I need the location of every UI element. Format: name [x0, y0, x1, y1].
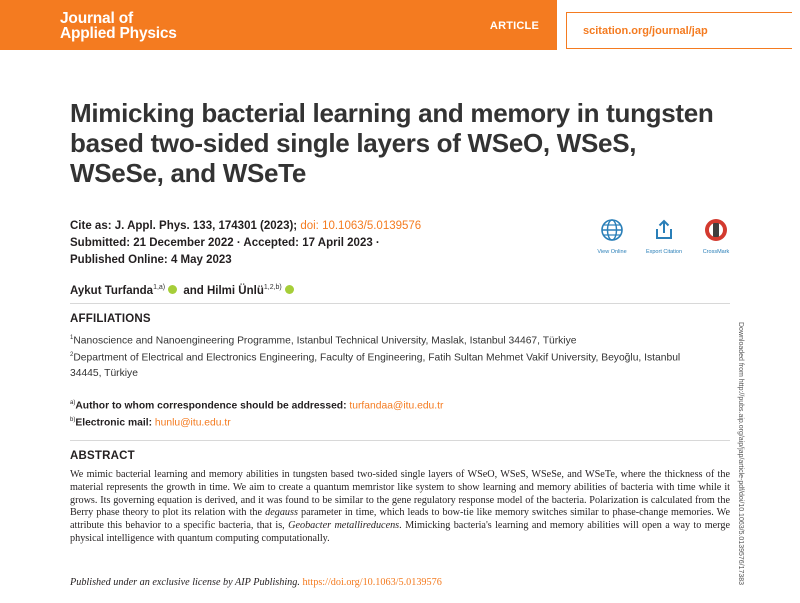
author-conjunction: and	[183, 284, 204, 297]
journal-name: Journal of Applied Physics	[60, 10, 177, 42]
journal-header-bar	[0, 0, 557, 50]
dates-line-1: Submitted: 21 December 2022 · Accepted: 17 April 2023 ·	[70, 237, 380, 249]
corr-label: Author to whom correspondence should be addressed:	[75, 400, 347, 412]
corr-email-link[interactable]: hunlu@itu.edu.tr	[154, 417, 231, 429]
affiliation-item	[70, 331, 710, 348]
abstract-text	[70, 469, 730, 546]
license-text: Published under an exclusive license by AIP Publishing.	[70, 577, 300, 588]
crossmark-icon	[704, 218, 728, 242]
license-line	[70, 577, 442, 588]
affiliation-sup: 2	[70, 352, 74, 359]
abstract-span: parameter in time, which leads to bow-tie like memory switches similar to phase-change memories. We attribute this behavior to a specific bacteria, that is,	[70, 507, 730, 532]
corr-label: Electronic mail:	[75, 417, 153, 429]
affiliations-list	[70, 331, 710, 381]
article-type-label: ARTICLE	[489, 20, 539, 32]
affiliation-text: Department of Electrical and Electronics Engineering, Faculty of Engineering, Fatih Sultan Mehmet Vakif University, Beyoğlu, Istanbul 34445, Türkiye	[70, 352, 681, 379]
export-citation-label: Export Citation	[645, 249, 683, 255]
doi-link[interactable]: doi: 10.1063/5.0139576	[300, 220, 422, 232]
license-doi-link[interactable]: https://doi.org/10.1063/5.0139576	[302, 577, 442, 588]
abstract-italic: degauss	[265, 507, 298, 519]
author-line	[70, 284, 297, 297]
crossmark-button[interactable]	[691, 218, 741, 255]
cite-as-text: Cite as: J. Appl. Phys. 133, 174301 (2023);	[70, 220, 301, 232]
paper-title: Mimicking bacterial learning and memory in tungsten based two-sided single layers of WSeO, WSeS, WSeSe, and WSeTe	[70, 98, 714, 188]
journal-url-box	[566, 12, 792, 49]
author-affiliation-sup: 1,2,b)	[263, 284, 282, 291]
dates-line-2: Published Online: 4 May 2023	[70, 254, 232, 266]
affiliation-sup: 1	[70, 335, 74, 341]
divider	[70, 303, 730, 304]
correspondence-block	[70, 396, 443, 431]
download-watermark-text: Downloaded from http://pubs.aip.org/aip/jap/article-pdf/doi/10.1063/5.0139576/17383	[737, 322, 744, 586]
divider	[70, 440, 730, 441]
crossmark-label: CrossMark	[702, 249, 730, 255]
export-icon	[652, 218, 676, 242]
affiliation-text: Nanoscience and Nanoengineering Programme, Istanbul Technical University, Maslak, Istanbul 34467, Türkiye	[73, 335, 577, 347]
abstract-span: We mimic bacterial learning and memory abilities in tungsten based two-sided single layers of WSeO, WSeS, WSeSe, and WSeTe, where the thickness of the material represents the growth in time. We aim to create a quantum memristor like system to show learning and memory abilities of bacteria with time while it grows. Its governing equation is derived, and it was found to be similar to the gene regulatory response model of the bacteria. Polarization is calculated from the Berry phase theory to plot its relation with the	[70, 469, 730, 519]
affiliations-heading: AFFILIATIONS	[70, 313, 151, 325]
export-citation-button[interactable]	[639, 218, 689, 255]
orcid-icon[interactable]	[285, 285, 294, 294]
abstract-span: . Mimicking bacteria's learning and memory abilities will open a way to merge physical intelligence with quantum computing computationally.	[70, 520, 730, 544]
affiliation-item	[70, 348, 710, 380]
author-name[interactable]: Aykut Turfanda	[70, 284, 154, 297]
orcid-icon[interactable]	[168, 285, 177, 294]
citation-block	[70, 218, 530, 269]
abstract-heading: ABSTRACT	[70, 450, 135, 462]
view-online-label: View Online	[597, 249, 627, 255]
download-watermark	[735, 322, 745, 592]
corr-sup: a)	[70, 400, 76, 406]
abstract-italic: Geobacter metallireducens	[288, 520, 400, 532]
globe-icon	[600, 218, 624, 242]
view-online-button[interactable]	[587, 218, 637, 255]
corr-sup: b)	[70, 417, 76, 424]
journal-url-link[interactable]: scitation.org/journal/jap	[583, 25, 708, 37]
author-affiliation-sup: 1,a)	[153, 284, 166, 291]
author-name[interactable]: Hilmi Ünlü	[206, 284, 264, 297]
corr-email-link[interactable]: turfandaa@itu.edu.tr	[349, 400, 444, 412]
